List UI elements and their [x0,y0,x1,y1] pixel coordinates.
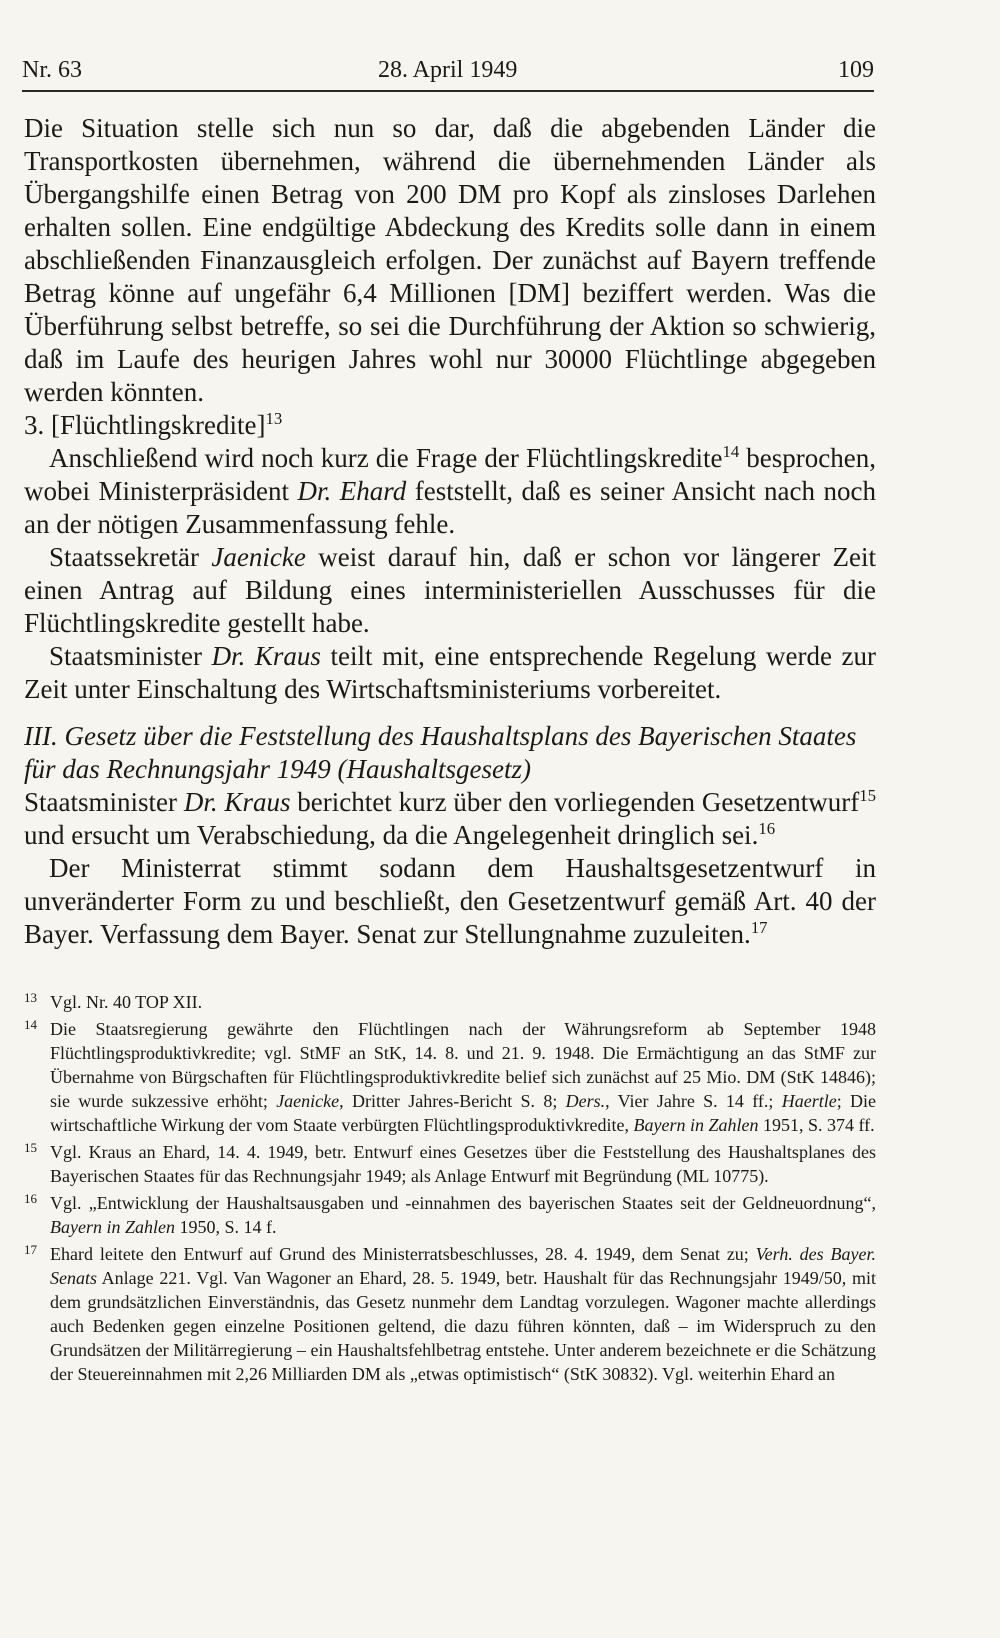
footnote-ref-16: 16 [758,819,776,838]
footnotes [24,990,876,1389]
running-header [22,50,874,92]
document-number: Nr. 63 [22,57,82,83]
paragraph-fluechtlingskredite [24,442,876,541]
paragraph-kraus [24,640,876,706]
page-number: 109 [838,57,874,83]
footnote-italic: Haertle [781,1091,837,1111]
person-name: Dr. Kraus [183,787,291,817]
footnote-text: , Dritter Jahres-Bericht S. 8; [339,1091,566,1111]
footnote-ref-14: 14 [722,442,740,461]
paragraph-situation: Die Situation stelle sich nun so dar, daß die abgebenden Länder die Transportkosten übernehmen, während die übernehmenden Länder als Übergangshilfe einen Betrag von 200 DM pro Kopf als zinsloses Darlehen erhalten sollen. Eine endgültige Abdeckung des Kredits solle dann in einem abschließenden Finanzausgleich erfolgen. Der zunächst auf Bayern treffende Betrag könne auf ungefähr 6,4 Millionen [DM] beziffert werden. Was die Überführung selbst betreffe, so sei die Durchführung der Aktion so schwierig, daß im Laufe des heurigen Jahres wohl nur 30000 Flüchtlinge abgegeben werden könnten. [24,113,876,407]
footnote-italic: Jaenicke [276,1091,340,1111]
document-date: 28. April 1949 [378,57,518,83]
footnote-number: 17 [24,1242,37,1257]
paragraph-text: Staatsminister [49,641,212,671]
paragraph-text: und ersucht um Verabschiedung, da die Angelegenheit dringlich sei. [24,820,759,850]
footnote-number: 14 [24,1017,37,1032]
paragraph-text: feststellt, daß es seiner Ansicht nach noch an der nötigen Zusammenfassung fehle. [24,476,876,539]
footnote-italic: Verh. des Bayer. Senats [50,1244,876,1288]
paragraph-text: besprochen, wobei Ministerpräsident [24,443,876,506]
footnote-ref-13: 13 [265,409,283,428]
footnote-text: 1950, S. 14 f. [174,1217,277,1237]
footnote-16 [24,1191,876,1239]
footnote-number: 16 [24,1191,37,1206]
footnote-ref-15: 15 [859,786,876,805]
footnote-number: 13 [24,990,37,1005]
paragraph-text: Der Ministerrat stimmt sodann dem Haushaltsgesetzentwurf in unveränderter Form zu und beschließt, den Gesetzentwurf gemäß Art. 40 der Bayer. Verfassung dem Bayer. Senat zur Stellungnahme zuzuleiten. [24,853,876,949]
paragraph-haushaltsgesetz [24,786,876,852]
footnote-text: ; Die wirtschaftliche Wirkung der vom Staate verbürgten Flüchtlingsproduktivkredite, [50,1091,877,1135]
footnote-text: Die Staatsregierung gewährte den Flüchtlingen nach der Währungsreform ab September 1948 Flüchtlingsproduktivkredite; vgl. StMF an StK, 14. 8. und 21. 9. 1948. Die Ermächtigung an das StMF zur Übernahme von Bürgschaften für Flüchtlingsproduktivkredite belief sich zunächst auf 25 Mio. DM (StK 14846); sie wurde sukzessive erhöht; [50,1019,876,1111]
paragraph-text: Anschließend wird noch kurz die Frage der Flüchtlingskredite [49,443,723,473]
section-heading-iii: III. Gesetz über die Feststellung des Haushaltsplans des Bayerischen Staates für das Rechnungsjahr 1949 (Haushaltsgesetz) [24,721,857,784]
paragraph-text: Staatsminister [24,787,184,817]
paragraph-text: berichtet kurz über den vorliegenden Gesetzentwurf [290,787,860,817]
footnote-italic: Bayern in Zahlen [50,1217,175,1237]
footnote-italic: Ders. [565,1091,606,1111]
item-3-label: 3. [Flüchtlingskredite] [24,410,266,440]
person-name: Dr. Kraus [211,641,321,671]
footnote-14 [24,1017,876,1137]
main-text [24,112,876,951]
paragraph-text: teilt mit, eine entsprechende Regelung werde zur Zeit unter Einschaltung des Wirtschaftsministeriums vorbereitet. [24,641,877,704]
footnote-text: Ehard leitete den Entwurf auf Grund des Ministerratsbeschlusses, 28. 4. 1949, dem Senat zu; [50,1244,756,1264]
item-3-heading [24,409,876,442]
paragraph-text: weist darauf hin, daß er schon vor längerer Zeit einen Antrag auf Bildung eines interministeriellen Ausschusses für die Flüchtlingskredite gestellt habe. [24,542,876,638]
footnote-text: , Vier Jahre S. 14 ff.; [605,1091,782,1111]
paragraph-jaenicke [24,541,876,640]
paragraph-ministerrat [24,852,876,951]
person-name: Jaenicke [211,542,306,572]
footnote-text: Vgl. „Entwicklung der Haushaltsausgaben und -einnahmen des bayerischen Staates seit der Geldneuordnung“, [50,1193,876,1213]
footnote-17 [24,1242,876,1386]
footnote-13 [24,990,876,1014]
footnote-15 [24,1140,876,1188]
footnote-text: Anlage 221. Vgl. Van Wagoner an Ehard, 28. 5. 1949, betr. Haushalt für das Rechnungsjahr 1949/50, mit dem grundsätzlichen Einverständnis, das Gesetz nunmehr dem Landtag vorzulegen. Wagoner machte allerdings auch Bedenken gegen einzelne Positionen geltend, die dazu führen könnten, daß – im Widerspruch zu den Grundsätzen der Militärregierung – ein Haushaltsfehlbetrag entstehe. Unter anderem bezeichnete er die Schätzung der Steuereinnahmen mit 2,26 Milliarden DM als „etwas optimistisch“ (StK 30832). Vgl. weiterhin Ehard an [50,1268,876,1384]
footnote-text: Vgl. Nr. 40 TOP XII. [50,992,203,1012]
footnote-text: Vgl. Kraus an Ehard, 14. 4. 1949, betr. Entwurf eines Gesetzes über die Feststellung des Haushaltsplanes des Bayerischen Staates für das Rechnungsjahr 1949; als Anlage Entwurf mit Begründung (ML 10775). [50,1142,876,1186]
paragraph-text: Staatssekretär [49,542,212,572]
footnote-number: 15 [24,1140,37,1155]
person-name: Dr. Ehard [297,476,407,506]
footnote-text: 1951, S. 374 ff. [758,1115,875,1135]
footnote-ref-17: 17 [750,918,768,937]
footnote-italic: Bayern in Zahlen [633,1115,759,1135]
